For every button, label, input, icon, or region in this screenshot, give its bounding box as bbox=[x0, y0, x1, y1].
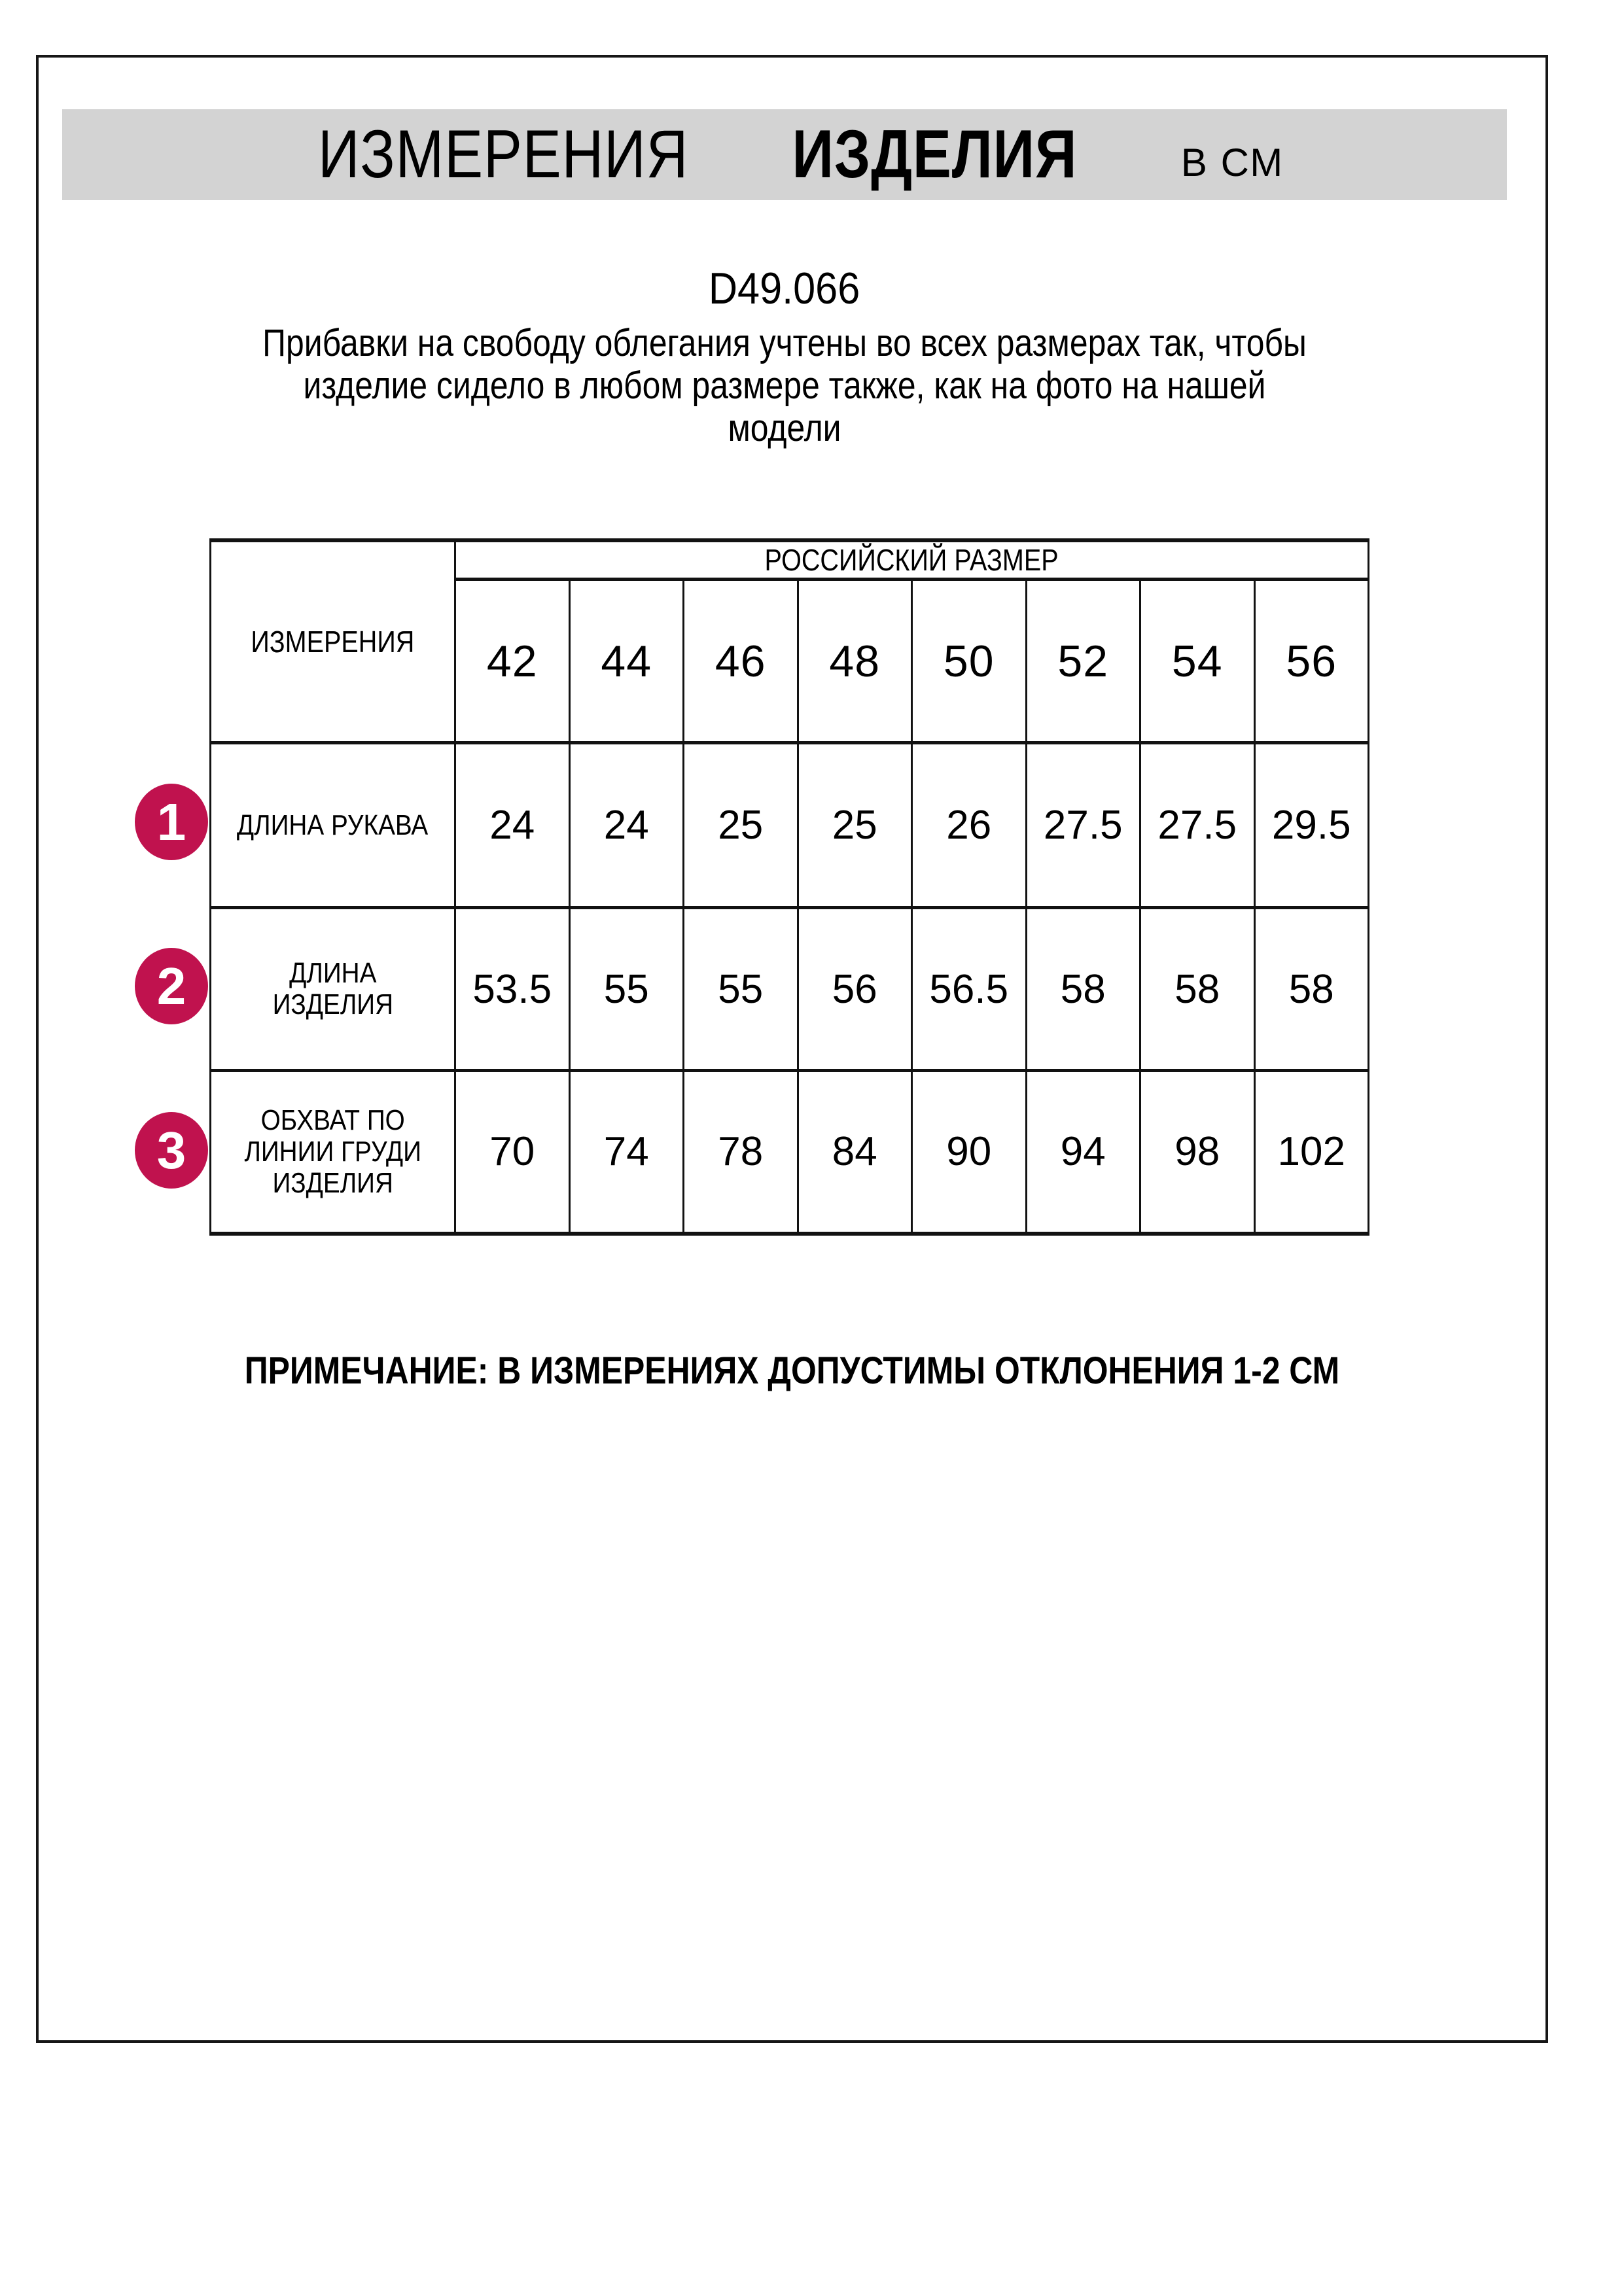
size-column-header: 56 bbox=[1254, 580, 1369, 743]
measurement-value: 102 bbox=[1254, 1071, 1369, 1234]
row-number-badge-1 bbox=[135, 784, 208, 860]
size-column-header: 52 bbox=[1026, 580, 1140, 743]
measurement-value: 25 bbox=[684, 743, 798, 908]
row-label-cell bbox=[211, 908, 455, 1071]
product-code-text: D49.066 bbox=[709, 264, 860, 313]
fit-description-line: Прибавки на свободу облегания учтены во всех размерах так, чтобы bbox=[262, 322, 1307, 364]
size-column-header: 50 bbox=[912, 580, 1027, 743]
measurement-value: 98 bbox=[1140, 1071, 1255, 1234]
measurement-value: 70 bbox=[455, 1071, 570, 1234]
size-table bbox=[209, 538, 1369, 1236]
row-label: ДЛИНА ИЗДЕЛИЯ bbox=[272, 957, 393, 1020]
title-units-label: В СМ bbox=[1180, 141, 1284, 184]
row-number-badge-3 bbox=[135, 1112, 208, 1189]
russian-size-header-cell bbox=[455, 540, 1369, 580]
measurement-value: 94 bbox=[1026, 1071, 1140, 1234]
size-column-header: 48 bbox=[798, 580, 912, 743]
tolerance-note-text: ПРИМЕЧАНИЕ: В ИЗМЕРЕНИЯХ ДОПУСТИМЫ ОТКЛОНЕНИЯ 1-2 СМ bbox=[244, 1349, 1340, 1392]
title-product-word: ИЗДЕЛИЯ bbox=[792, 116, 1078, 192]
garment-length-row bbox=[211, 908, 1369, 1071]
measurement-value: 84 bbox=[798, 1071, 912, 1234]
measurement-value: 58 bbox=[1254, 908, 1369, 1071]
measurements-corner-label: ИЗМЕРЕНИЯ bbox=[251, 625, 415, 659]
row-label-cell bbox=[211, 1071, 455, 1234]
size-group-header-row bbox=[211, 540, 1369, 580]
measurement-value: 53.5 bbox=[455, 908, 570, 1071]
title-bar bbox=[62, 109, 1507, 200]
measurement-value: 58 bbox=[1140, 908, 1255, 1071]
chest-girth-row bbox=[211, 1071, 1369, 1234]
row-label-cell bbox=[211, 743, 455, 908]
title-measurements-word: ИЗМЕРЕНИЯ bbox=[317, 116, 689, 192]
measurement-value: 58 bbox=[1026, 908, 1140, 1071]
sleeve-length-row bbox=[211, 743, 1369, 908]
measurement-value: 90 bbox=[912, 1071, 1027, 1234]
measurement-value: 55 bbox=[684, 908, 798, 1071]
badge-number: 2 bbox=[156, 956, 186, 1015]
row-label: ДЛИНА РУКАВА bbox=[237, 809, 429, 841]
measurement-value: 55 bbox=[569, 908, 684, 1071]
product-code bbox=[62, 263, 1507, 314]
fit-description-line: модели bbox=[728, 407, 841, 449]
badge-number: 3 bbox=[156, 1121, 186, 1179]
row-number-badge-2 bbox=[135, 948, 208, 1024]
measurement-value: 29.5 bbox=[1254, 743, 1369, 908]
size-column-header: 44 bbox=[569, 580, 684, 743]
badge-number: 1 bbox=[156, 792, 186, 851]
size-column-header: 42 bbox=[455, 580, 570, 743]
measurement-value: 26 bbox=[912, 743, 1027, 908]
measurement-value: 25 bbox=[798, 743, 912, 908]
measurement-value: 27.5 bbox=[1140, 743, 1255, 908]
row-label: ОБХВАТ ПО ЛИНИИ ГРУДИ ИЗДЕЛИЯ bbox=[244, 1104, 421, 1199]
size-column-header: 46 bbox=[684, 580, 798, 743]
measurement-value: 74 bbox=[569, 1071, 684, 1234]
measurement-value: 78 bbox=[684, 1071, 798, 1234]
measurement-value: 27.5 bbox=[1026, 743, 1140, 908]
measurements-corner-cell bbox=[211, 540, 455, 743]
tolerance-note bbox=[142, 1349, 1442, 1393]
russian-size-header-label: РОССИЙСКИЙ РАЗМЕР bbox=[764, 543, 1059, 577]
size-column-header: 54 bbox=[1140, 580, 1255, 743]
measurement-value: 24 bbox=[455, 743, 570, 908]
measurement-value: 56.5 bbox=[912, 908, 1027, 1071]
measurement-value: 56 bbox=[798, 908, 912, 1071]
fit-description-line: изделие сидело в любом размере также, как на фото на нашей bbox=[303, 364, 1266, 407]
measurement-value: 24 bbox=[569, 743, 684, 908]
fit-description bbox=[164, 322, 1406, 449]
